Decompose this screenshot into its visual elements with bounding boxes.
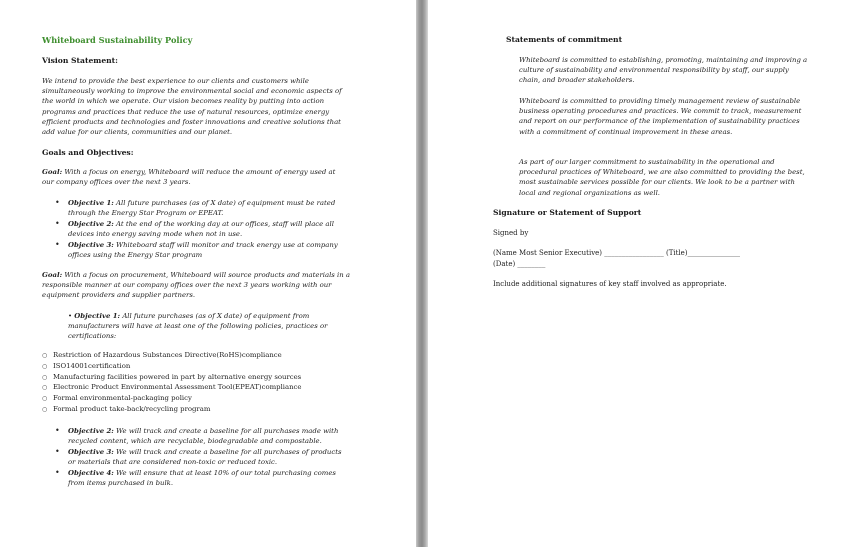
document-page-right	[428, 0, 856, 547]
goal-energy	[42, 167, 346, 187]
objective-item	[55, 240, 348, 260]
list-item	[42, 393, 342, 404]
objective-item	[55, 198, 340, 218]
list-item	[42, 350, 342, 361]
document-title: Whiteboard Sustainability Policy	[42, 35, 193, 45]
objective-text: Whiteboard staff will monitor and track energy use at company offices using the Energy Star program	[68, 241, 338, 260]
objective-label: Objective 1:	[74, 312, 121, 320]
objective-text: At the end of the working day at our offices, staff will place all devices into energy saving mode when not in use.	[68, 220, 334, 239]
include-signatures-note: Include additional signatures of key staff involved as appropriate.	[493, 280, 727, 288]
objective-item	[55, 447, 350, 467]
objective-text: We will track and create a baseline for all purchases of products or materials that are considered non-toxic or reduced toxic.	[68, 448, 342, 467]
policy-list	[42, 350, 342, 415]
circle-bullet-icon: ○	[42, 352, 48, 359]
vision-heading: Vision Statement:	[42, 56, 118, 65]
goal-text: With a focus on procurement, Whiteboard will source products and materials in a responsible manner at our company offices over the next 3 years working with our equipment providers and supplier partners.	[42, 271, 350, 300]
objective-label: Objective 4:	[68, 469, 114, 477]
bullet-icon: •	[68, 312, 73, 320]
list-item	[42, 382, 342, 393]
objective-text: All future purchases (as of X date) of equipment from manufacturers will have at least one of the following policies, practices or certifications:	[68, 312, 328, 341]
policy-text: Electronic Product Environmental Assessment Tool(EPEAT)compliance	[53, 383, 302, 392]
objective-text: We will ensure that at least 10% of our total purchasing comes from items purchased in bulk.	[68, 469, 336, 488]
list-item	[42, 372, 342, 383]
goal-label: Goal:	[42, 168, 63, 176]
bullet-icon: •	[55, 198, 60, 207]
circle-bullet-icon: ○	[42, 362, 48, 370]
objective-item	[55, 426, 348, 446]
policy-text: Restriction of Hazardous Substances Directive(RoHS)compliance	[53, 351, 282, 359]
goal-text: With a focus on energy, Whiteboard will reduce the amount of energy used at our company offices over the next 3 years.	[42, 168, 336, 187]
circle-bullet-icon: ○	[42, 373, 48, 381]
objective-label: Objective 3:	[68, 241, 114, 249]
circle-bullet-icon: ○	[42, 395, 48, 403]
goals-heading: Goals and Objectives:	[42, 148, 134, 157]
policy-text: Manufacturing facilities powered in part by alternative energy sources	[53, 372, 302, 381]
objective-text: We will track and create a baseline for all purchases made with recycled content, which are recyclable, biodegradable and compostable.	[68, 427, 339, 446]
commitment-paragraph: Whiteboard is committed to establishing, promoting, maintaining and improving a culture of sustainability and environmental responsibility by staff, our supply chain, and broader stakeholders.	[519, 56, 808, 85]
signature-heading: Signature or Statement of Support	[493, 208, 642, 217]
list-item	[42, 361, 342, 372]
date-line: (Date) ________	[493, 260, 546, 268]
objective-label: Objective 3:	[68, 448, 114, 456]
goal-label: Goal:	[42, 271, 63, 279]
policy-text: Formal product take-back/recycling program	[53, 404, 211, 413]
name-title-line: (Name Most Senior Executive) _________________ (Title)_______________	[493, 249, 741, 257]
bullet-icon: •	[55, 219, 60, 228]
policy-text: ISO14001certification	[53, 361, 131, 370]
objective-label: Objective 1:	[68, 199, 114, 207]
commitment-paragraph: As part of our larger commitment to sustainability in the operational and procedural practices of Whiteboard, we are also committed to providing the best, most sustainable services possible for our clients. We look to be a partner with local and regional organizations as well.	[519, 158, 805, 197]
commitment-paragraph: Whiteboard is committed to providing timely management review of sustainable business operating procedures and practices. We commit to track, measurement and report on our performance of the implementation of sustainability practices with a commitment of continual improvement in these areas.	[519, 97, 802, 136]
policy-text: Formal environmental-packaging policy	[53, 394, 192, 403]
bullet-icon: •	[55, 240, 60, 249]
circle-bullet-icon: ○	[42, 384, 48, 392]
objective-label: Objective 2:	[68, 220, 114, 228]
page-divider	[416, 0, 428, 547]
circle-bullet-icon: ○	[42, 405, 48, 413]
list-item	[42, 404, 342, 415]
bullet-icon: •	[55, 447, 60, 456]
document-page-left	[0, 0, 416, 547]
objective-item	[55, 219, 342, 239]
bullet-icon: •	[55, 426, 60, 435]
signed-by-label: Signed by	[493, 229, 529, 237]
vision-text: We intend to provide the best experience to our clients and customers while simultaneously working to improve the environmental social and economic aspects of the world in which we operate. Our vision becomes reality by putting into action programs and practices that reduce the use of natural resources, optimize energy efficient products and technologies and foster innovations and creative solutions that add value for our clients, communities and our planet.	[42, 77, 342, 137]
bullet-icon: •	[55, 468, 60, 477]
objective-item	[68, 311, 340, 342]
objective-text: All future purchases (as of X date) of equipment must be rated through the Energy Star Program or EPEAT.	[68, 199, 336, 218]
objective-item	[55, 468, 346, 488]
objective-label: Objective 2:	[68, 427, 114, 435]
commitment-heading: Statements of commitment	[506, 35, 623, 44]
goal-procurement	[42, 270, 354, 301]
